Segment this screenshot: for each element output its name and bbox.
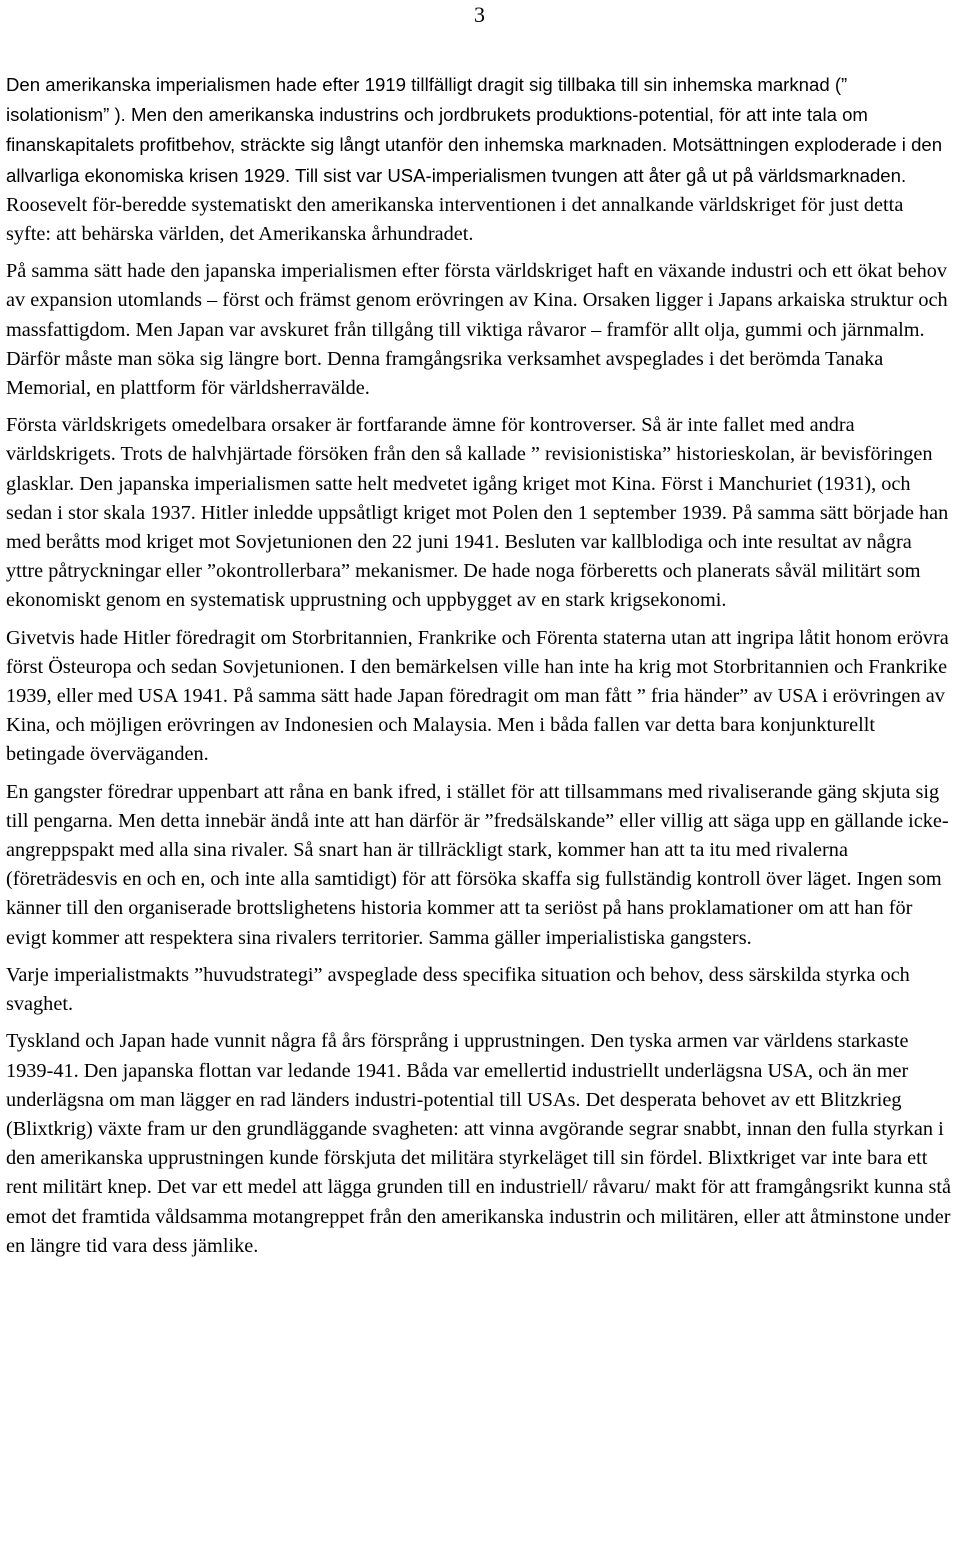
paragraph-3: Första världskrigets omedelbara orsaker är fortfarande ämne för kontroverser. Så är inte fallet med andra världskrigets. Trots de halvhjärtade försöken från den så kallade ” revisionistiska” historieskolan, är bevisföringen glasklar. Den japanska imperialismen satte helt medvetet igång kriget mot Kina. Först i Manchuriet (1931), och sedan i stor skala 1937. Hitler inledde uppsåtligt kriget mot Polen den 1 september 1939. På samma sätt började han med beråtts mod kriget mot Sovjetunionen den 22 juni 1941. Besluten var kallblodiga och inte resultat av några yttre påtryckningar eller ”okontrollerbara” mekanismer. De hade noga förberetts och planerats såväl militärt som ekonomiskt genom en systematisk upprustning och uppbygget av en stark krigsekonomi.: [6, 414, 949, 612]
paragraph-1-serif-segment: Roosevelt för-beredde systematiskt den amerikanska interventionen i det annalkande världskriget för just detta syfte: att behärska världen, det Amerikanska århundradet.: [6, 193, 904, 246]
paragraph-1: [6, 70, 952, 249]
paragraph-1-sans-segment: Den amerikanska imperialismen hade efter 1919 tillfälligt dragit sig tillbaka till sin inhemska marknad (” isolationism” ). Men den amerikanska industrins och jordbrukets produktions-potential, för att inte tala om finanskapitalets profitbehov, sträckte sig långt utanför den inhemska marknaden. Motsättningen exploderade i den allvarliga ekonomiska krisen 1929. Till sist var USA-imperialismen tvungen att åter gå ut på världsmarknaden.: [6, 74, 943, 186]
paragraph-2: På samma sätt hade den japanska imperialismen efter första världskriget haft en växande industri och ett ökat behov av expansion utomlands – först och främst genom erövringen av Kina. Orsaken ligger i Japans arkaiska struktur och massfattigdom. Men Japan var avskuret från tillgång till viktiga råvaror – framför allt olja, gummi och järnmalm. Därför måste man söka sig längre bort. Denna framgångsrika verksamhet avspeglades i det berömda Tanaka Memorial, en plattform för världsherravälde.: [6, 260, 948, 400]
paragraph-7: Tyskland och Japan hade vunnit några få års försprång i upprustningen. Den tyska armen var världens starkaste 1939-41. Den japanska flottan var ledande 1941. Båda var emellertid industriellt underlägsna USA, och än mer underlägsna om man lägger en rad länders industri-potential till USAs. Det desperata behovet av ett Blitzkrieg (Blixtkrig) växte fram ur den grundläggande svagheten: att vinna avgörande segrar snabbt, innan den fulla styrkan i den amerikanska upprustningen kunde förskjuta det militära styrkeläget till sin fördel. Blixtkriget var inte bara ett rent militärt knep. Det var ett medel att lägga grunden till en industriell/ råvaru/ makt för att framgångsrikt kunna stå emot det framtida våldsamma motangreppet från den amerikanska industrin och militären, eller att åtminstone under en längre tid vara dess jämlike.: [6, 1030, 952, 1257]
paragraph-6: Varje imperialistmakts ”huvudstrategi” avspeglade dess specifika situation och behov, dess särskilda styrka och svaghet.: [6, 963, 910, 1016]
page-number: 3: [474, 2, 485, 27]
paragraph-4: Givetvis hade Hitler föredragit om Storbritannien, Frankrike och Förenta staterna utan att ingripa låtit honom erövra först Östeuropa och sedan Sovjetunionen. I den bemärkelsen ville han inte ha krig mot Storbritannien och Frankrike 1939, eller med USA 1941. På samma sätt hade Japan föredragit om man fått ” fria händer” av USA i erövringen av Kina, och möjligen erövringen av Indonesien och Malaysia. Men i båda fallen var detta bara konjunkturellt betingade överväganden.: [6, 626, 949, 766]
document-body: [6, 70, 952, 1269]
paragraph-5: En gangster föredrar uppenbart att råna en bank ifred, i stället för att tillsammans med rivaliserande gäng skjuta sig till pengarna. Men detta innebär ändå inte att han därför är ”fredsälskande” eller villig att säga upp en gällande icke-angreppspakt med alla sina rivaler. Så snart han är tillräckligt stark, kommer han att ta itu med rivalerna (företrädesvis en och en, och inte alla samtidigt) för att försöka skaffa sig fullständig kontroll över läget. Ingen som känner till den organiserade brottslighetens historia kommer att ta seriöst på hans proklamationer om att han för evigt kommer att respektera sina rivalers territorier. Samma gäller imperialistiska gangsters.: [6, 780, 949, 949]
